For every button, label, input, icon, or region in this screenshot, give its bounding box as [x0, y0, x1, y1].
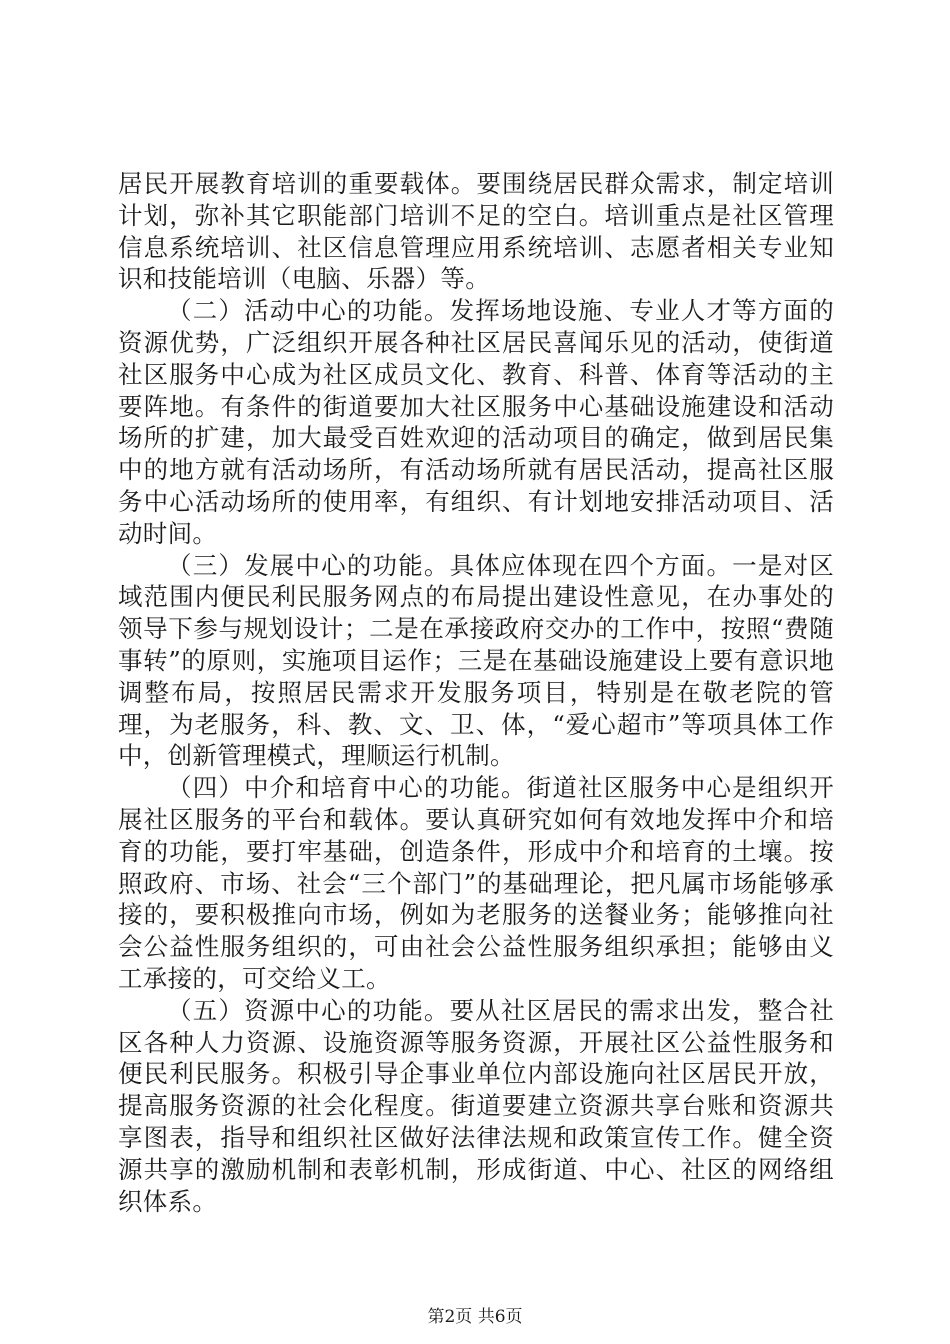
paragraph-resource-center: （五）资源中心的功能。要从社区居民的需求出发，整合社区各种人力资源、设施资源等服务资源，开展社区公益性服务和便民利民服务。积极引导企事业单位内部设施向社区居民开放，提高服务资源的社会化程度。街道要建立资源共享台账和资源共享图表，指导和组织社区做好法律法规和政策宣传工作。健全资源共享的激励机制和表彰机制，形成街道、中心、社区的网络组织体系。 — [118, 995, 834, 1216]
paragraph-intermediary-center: （四）中介和培育中心的功能。街道社区服务中心是组织开展社区服务的平台和载体。要认真研究如何有效地发挥中介和培育的功能，要打牢基础，创造条件，形成中介和培育的土壤。按照政府、市场、社会“三个部门”的基础理论，把凡属市场能够承接的，要积极推向市场，例如为老服务的送餐业务；能够推向社会公益性服务组织的，可由社会公益性服务组织承担；能够由义工承接的，可交给义工。 — [118, 773, 834, 993]
paragraph-activity-center: （二）活动中心的功能。发挥场地设施、专业人才等方面的资源优势，广泛组织开展各种社区居民喜闻乐见的活动，使街道社区服务中心成为社区成员文化、教育、科普、体育等活动的主要阵地。有条件的街道要加大社区服务中心基础设施建设和活动场所的扩建，加大最受百姓欢迎的活动项目的确定，做到居民集中的地方就有活动场所，有活动场所就有居民活动，提高社区服务中心活动场所的使用率，有组织、有计划地安排活动项目、活动时间。 — [118, 296, 834, 548]
paragraph-development-center: （三）发展中心的功能。具体应体现在四个方面。一是对区域范围内便民利民服务网点的布局提出建设性意见，在办事处的领导下参与规划设计；二是在承接政府交办的工作中，按照“费随事转”的原则，实施项目运作；三是在基础设施建设上要有意识地调整布局，按照居民需求开发服务项目，特别是在敬老院的管理，为老服务，科、教、文、卫、体，“爱心超市”等项具体工作中，创新管理模式，理顺运行机制。 — [118, 550, 834, 771]
paragraph-continuation: 居民开展教育培训的重要载体。要围绕居民群众需求，制定培训计划，弥补其它职能部门培训不足的空白。培训重点是社区管理信息系统培训、社区信息管理应用系统培训、志愿者相关专业知识和技能培训（电脑、乐器）等。 — [118, 169, 834, 294]
document-body — [118, 168, 834, 1217]
page-footer: 第2页 共6页 — [427, 1307, 523, 1327]
